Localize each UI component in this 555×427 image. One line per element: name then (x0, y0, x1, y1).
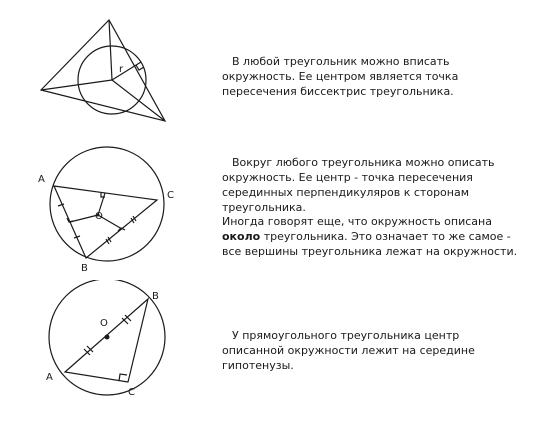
right-triangle-diagram (0, 280, 210, 410)
text2-after: треугольника. Это означает то же самое - все вершины треугольника лежат на окружности. (222, 230, 518, 258)
incircle-triangle (41, 20, 165, 121)
text2-before: Иногда говорят еще, что окружность описана (222, 215, 492, 228)
label-b: B (152, 291, 159, 302)
right-angle-mark-c (119, 374, 127, 381)
bisector-a (41, 80, 112, 90)
circumcircle-text-2 (222, 214, 527, 259)
right-triangle (65, 299, 148, 382)
right-triangle-figure (0, 280, 210, 410)
label-a: A (38, 174, 45, 185)
circumcircle-circle (50, 147, 164, 261)
incircle-diagram (0, 0, 210, 130)
label-c: C (128, 387, 135, 398)
center-o-point (105, 335, 110, 340)
text2-bold: около (222, 230, 261, 243)
label-a: A (46, 372, 53, 383)
circumcircle-figure (0, 140, 210, 280)
circumcircle-text-1: Вокруг любого треугольника можно описать окружность. Ее центр - точка пересечения серединных перпендикуляров к сторонам треугольника. (222, 156, 495, 214)
label-r: r (119, 64, 124, 75)
perp-bisector-ab (70, 215, 98, 222)
label-o: O (100, 318, 108, 329)
label-c: C (167, 190, 174, 201)
right-angle-mark-ab (67, 218, 73, 222)
circumcircle-diagram (0, 140, 210, 280)
label-b: B (81, 263, 88, 274)
bisector-b (109, 20, 112, 80)
right-triangle-text: У прямоугольного треугольника центр описанной окружности лежит на середине гипотенузы. (222, 329, 475, 372)
label-o: O (95, 211, 103, 222)
incircle-text: В любой треугольник можно вписать окружность. Ее центром является точка пересечения биссектрис треугольника. (222, 55, 459, 98)
incircle-figure (0, 0, 210, 130)
